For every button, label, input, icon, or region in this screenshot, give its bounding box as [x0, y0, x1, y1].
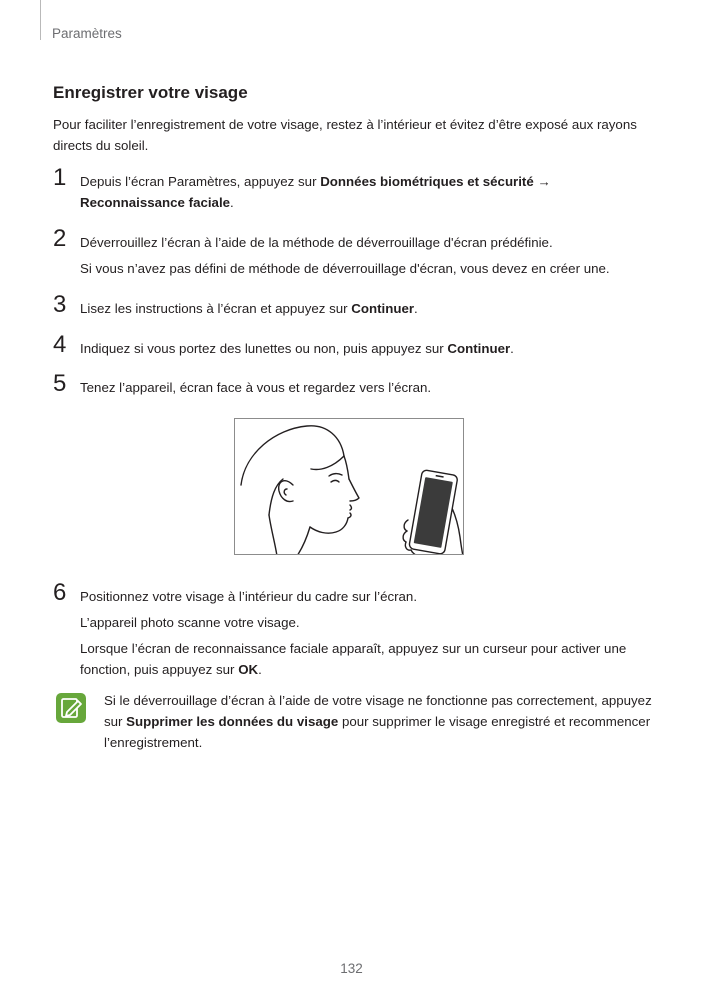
step-text: Positionnez votre visage à l’intérieur du cadre sur l’écran.: [80, 589, 418, 604]
step-number: 6: [53, 579, 67, 606]
ok-label: OK: [238, 662, 259, 677]
step-text: Déverrouillez l’écran à l’aide de la méthode de déverrouillage d'écran prédéfinie.: [80, 235, 553, 250]
step-3: [53, 291, 653, 319]
step-number: 2: [53, 225, 67, 252]
intro-paragraph: Pour faciliter l’enregistrement de votre visage, restez à l’intérieur et évitez d’être exposé aux rayons directs du soleil.: [53, 117, 637, 153]
step-1: [53, 164, 653, 213]
note-text: Si le déverrouillage d’écran à l’aide de votre visage ne fonctionne pas correctement, appuyez sur Supprimer les données du visage pour supprimer le visage enregistré et recommencer l’enregistrement.: [104, 693, 652, 750]
step-4: [53, 331, 653, 359]
note-pencil-icon: [56, 693, 86, 723]
step-text: Lisez les instructions à l’écran et appuyez sur Continuer.: [80, 301, 418, 316]
step-text: Tenez l’appareil, écran face à vous et regardez vers l’écran.: [80, 380, 432, 395]
page-number: 132: [340, 961, 363, 976]
step-2: [53, 225, 653, 279]
header-rule: [40, 0, 41, 40]
delete-face-data-label: Supprimer les données du visage: [126, 714, 339, 729]
step-6: [53, 579, 653, 680]
step-number: 4: [53, 331, 67, 358]
section-label: Paramètres: [52, 26, 122, 41]
step-number: 1: [53, 164, 67, 191]
page-title: Enregistrer votre visage: [53, 83, 248, 102]
menu-path-biometrics: Données biométriques et sécurité: [320, 174, 534, 189]
step-5: [53, 370, 653, 398]
step-number: 5: [53, 370, 67, 397]
step-text: Depuis l’écran Paramètres, appuyez sur Données biométriques et sécurité → Reconnaissance faciale.: [80, 174, 551, 210]
face-scan-illustration: [234, 418, 464, 555]
step-number: 3: [53, 291, 67, 318]
step-subtext: Si vous n’avez pas défini de méthode de déverrouillage d'écran, vous devez en créer une.: [80, 261, 610, 276]
step-subtext: Lorsque l’écran de reconnaissance faciale apparaît, appuyez sur un curseur pour activer une fonction, puis appuyez sur OK.: [80, 641, 627, 677]
menu-path-face-recognition: Reconnaissance faciale: [80, 195, 231, 210]
continue-label: Continuer: [447, 341, 511, 356]
step-text: Indiquez si vous portez des lunettes ou non, puis appuyez sur Continuer.: [80, 341, 514, 356]
continue-label: Continuer: [351, 301, 415, 316]
step-subtext: L’appareil photo scanne votre visage.: [80, 615, 300, 630]
person-holding-phone-icon: [235, 419, 464, 555]
